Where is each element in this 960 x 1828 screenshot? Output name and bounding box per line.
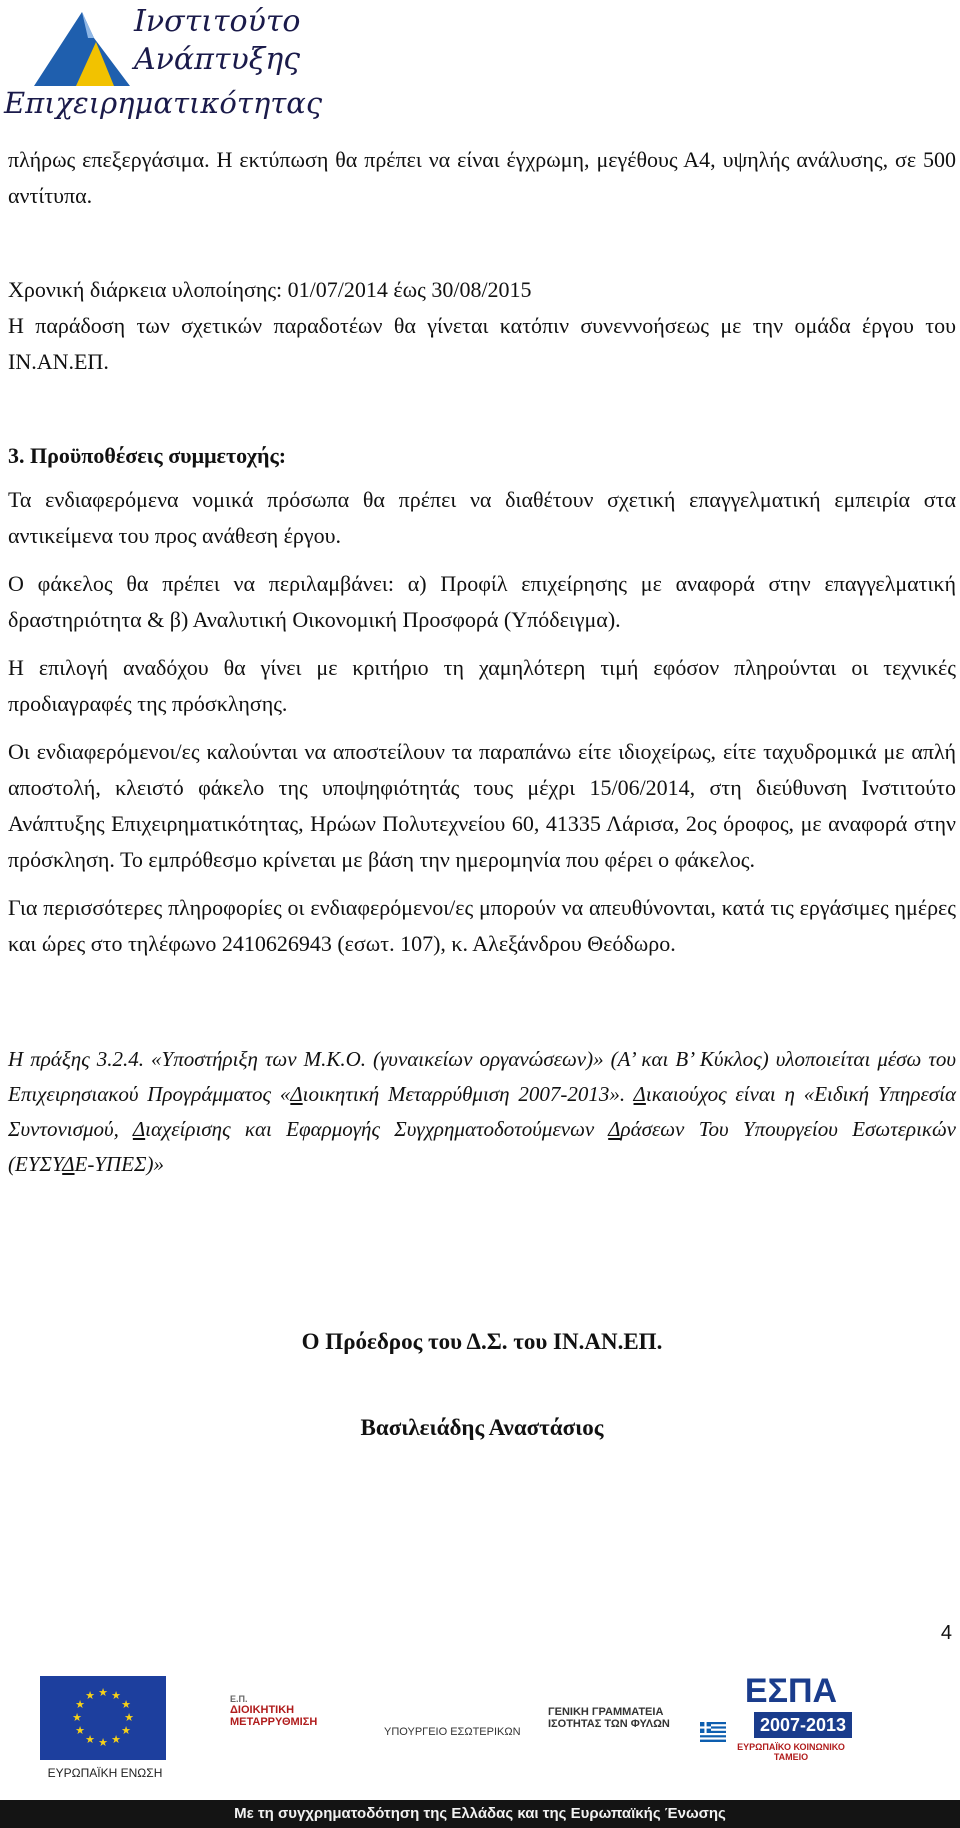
duration-line [8, 272, 956, 308]
funding-text-5: ράσεων Του Υπουργείου Εσωτερικών (ΕΥΣΥ [8, 1117, 956, 1176]
svg-text:★: ★ [111, 1733, 121, 1746]
funding-text-1: Η πράξης 3.2.4. «Υποστήριξη των Μ.Κ.Ο. (γυναικείων οργανώσεων)» (Α’ και Β’ Κύκλος) υλοποιείται μέσω του Επιχειρησιακού Προγράμματος « [8, 1047, 956, 1106]
section-heading: 3. Προϋποθέσεις συμμετοχής: [8, 443, 287, 468]
cofunding-strip: Με τη συγχρηματοδότηση της Ελλάδας και της Ευρωπαϊκής Ένωσης [0, 1800, 960, 1828]
signature-title: Ο Πρόεδρος του Δ.Σ. του ΙΝ.ΑΝ.ΕΠ. [301, 1329, 663, 1354]
svg-text:★: ★ [98, 1686, 108, 1699]
paragraph-dossier: Ο φάκελος θα πρέπει να περιλαμβάνει: α) Προφίλ επιχείρησης με αναφορά στην επαγγελματική δραστηριότητα & β) Αναλυτική Οικονομική Προσφορά (Υπόδειγμα). [8, 571, 956, 632]
duration-value: 01/07/2014 έως 30/08/2015 [287, 277, 532, 302]
paragraph-delivery: Η παράδοση των σχετικών παραδοτέων θα γίνεται κατόπιν συνεννοήσεως με την ομάδα έργου του ΙΝ.ΑΝ.ΕΠ. [8, 313, 956, 374]
eu-flag-icon [40, 1676, 166, 1760]
paragraph-selection: Η επιλογή αναδόχου θα γίνει με κριτήριο τη χαμηλότερη τιμή εφόσον πληρούνται οι τεχνικές προδιαγραφές της πρόσκλησης. [8, 655, 956, 716]
document-body [8, 142, 956, 1446]
svg-text:★: ★ [111, 1689, 121, 1702]
funding-underline-5: Δ [62, 1152, 75, 1176]
gender-equality-line-1: ΓΕΝΙΚΗ ΓΡΑΜΜΑΤΕΙΑ [548, 1706, 664, 1718]
svg-text:★: ★ [85, 1689, 95, 1702]
funding-note [8, 1042, 956, 1182]
espa-logo [730, 1672, 852, 1762]
funding-text-4: ιαχείρισης και Εφαρμογής Συγχρηματοδοτούμενων [145, 1117, 609, 1141]
paragraph-submission: Οι ενδιαφερόμενοι/ες καλούνται να αποστείλουν τα παραπάνω είτε ιδιοχείρως, είτε ταχυδρομικά με απλή αποστολή, κλειστό φάκελο της υποψηφιότητάς τους μέχρι 15/06/2014, στη διεύθυνση Ινστιτούτο Ανάπτυξης Επιχειρηματικότητας, Ηρώων Πολυτεχνείου 60, 41335 Λάρισα, 2ος όροφος, με αναφορά στην πρόσκληση. Το εμπρόθεσμο κρίνεται με βάση την ημερομηνία που φέρει ο φάκελος. [8, 739, 956, 872]
admin-reform-small: Ε.Π. [230, 1694, 248, 1704]
funding-text-6: Ε-ΥΠΕΣ)» [74, 1152, 165, 1176]
svg-text:★: ★ [124, 1711, 134, 1724]
espa-subtitle: ΕΥΡΩΠΑΪΚΟ ΚΟΙΝΩΝΙΚΟ ΤΑΜΕΙΟ [737, 1742, 845, 1762]
greek-flag-icon [700, 1722, 726, 1742]
footer-logos [0, 1660, 960, 1828]
funding-underline-2: Δ [633, 1082, 646, 1106]
logo-mountain-icon [34, 8, 134, 88]
signature-name: Βασιλειάδης Αναστάσιος [360, 1415, 604, 1440]
page-number: 4 [940, 1622, 952, 1644]
eu-label: ΕΥΡΩΠΑΪΚΗ ΕΝΩΣΗ [47, 1766, 163, 1780]
duration-label: Χρονική διάρκεια υλοποίησης: [8, 277, 288, 302]
ministry-interior-logo: ΥΠΟΥΡΓΕΙΟ ΕΣΩΤΕΡΙΚΩΝ [384, 1726, 521, 1738]
funding-text-3: ικαιούχος είναι η «Ειδική Υπηρεσία Συντονισμού, [8, 1082, 956, 1141]
gender-equality-logo [548, 1706, 698, 1730]
logo-line-2: Ανάπτυξης [134, 42, 301, 77]
institute-logo [4, 2, 323, 120]
funding-underline-3: Δ [132, 1117, 146, 1141]
gender-equality-line-2: ΙΣΟΤΗΤΑΣ ΤΩΝ ΦΥΛΩΝ [548, 1718, 670, 1730]
logo-line-1: Ινστιτούτο [134, 4, 301, 39]
svg-text:★: ★ [121, 1698, 131, 1711]
svg-text:★: ★ [85, 1733, 95, 1746]
espa-years: 2007-2013 [754, 1712, 852, 1738]
paragraph-eligibility: Τα ενδιαφερόμενα νομικά πρόσωπα θα πρέπει να διαθέτουν σχετική επαγγελματική εμπειρία στα αντικείμενα του προς ανάθεση έργου. [8, 487, 956, 548]
espa-title: ΕΣΠΑ [744, 1672, 838, 1710]
svg-text:★: ★ [75, 1724, 85, 1737]
funding-text-2: ιοικητική Μεταρρύθμιση 2007-2013». [302, 1082, 634, 1106]
admin-reform-line-1: ΔΙΟΙΚΗΤΙΚΗ [230, 1704, 295, 1716]
svg-text:★: ★ [98, 1736, 108, 1749]
admin-reform-logo [230, 1694, 350, 1728]
paragraph-contact: Για περισσότερες πληροφορίες οι ενδιαφερόμενοι/ες μπορούν να απευθύνονται, κατά τις εργάσιμες ημέρες και ώρες στο τηλέφωνο 2410626943 (εσωτ. 107), κ. Αλεξάνδρου Θεόδωρο. [8, 895, 956, 956]
logo-line-3: Επιχειρηματικότητας [4, 86, 323, 120]
svg-text:★: ★ [72, 1711, 82, 1724]
admin-reform-line-2: ΜΕΤΑΡΡΥΘΜΙΣΗ [230, 1716, 318, 1728]
funding-underline-4: Δ [608, 1117, 621, 1141]
svg-text:★: ★ [75, 1698, 85, 1711]
svg-text:★: ★ [121, 1724, 131, 1737]
paragraph-print-spec: πλήρως επεξεργάσιμα. Η εκτύπωση θα πρέπει να είναι έγχρωμη, μεγέθους Α4, υψηλής ανάλυσης, σε 500 αντίτυπα. [8, 147, 956, 208]
funding-underline-1: Δ [290, 1082, 303, 1106]
